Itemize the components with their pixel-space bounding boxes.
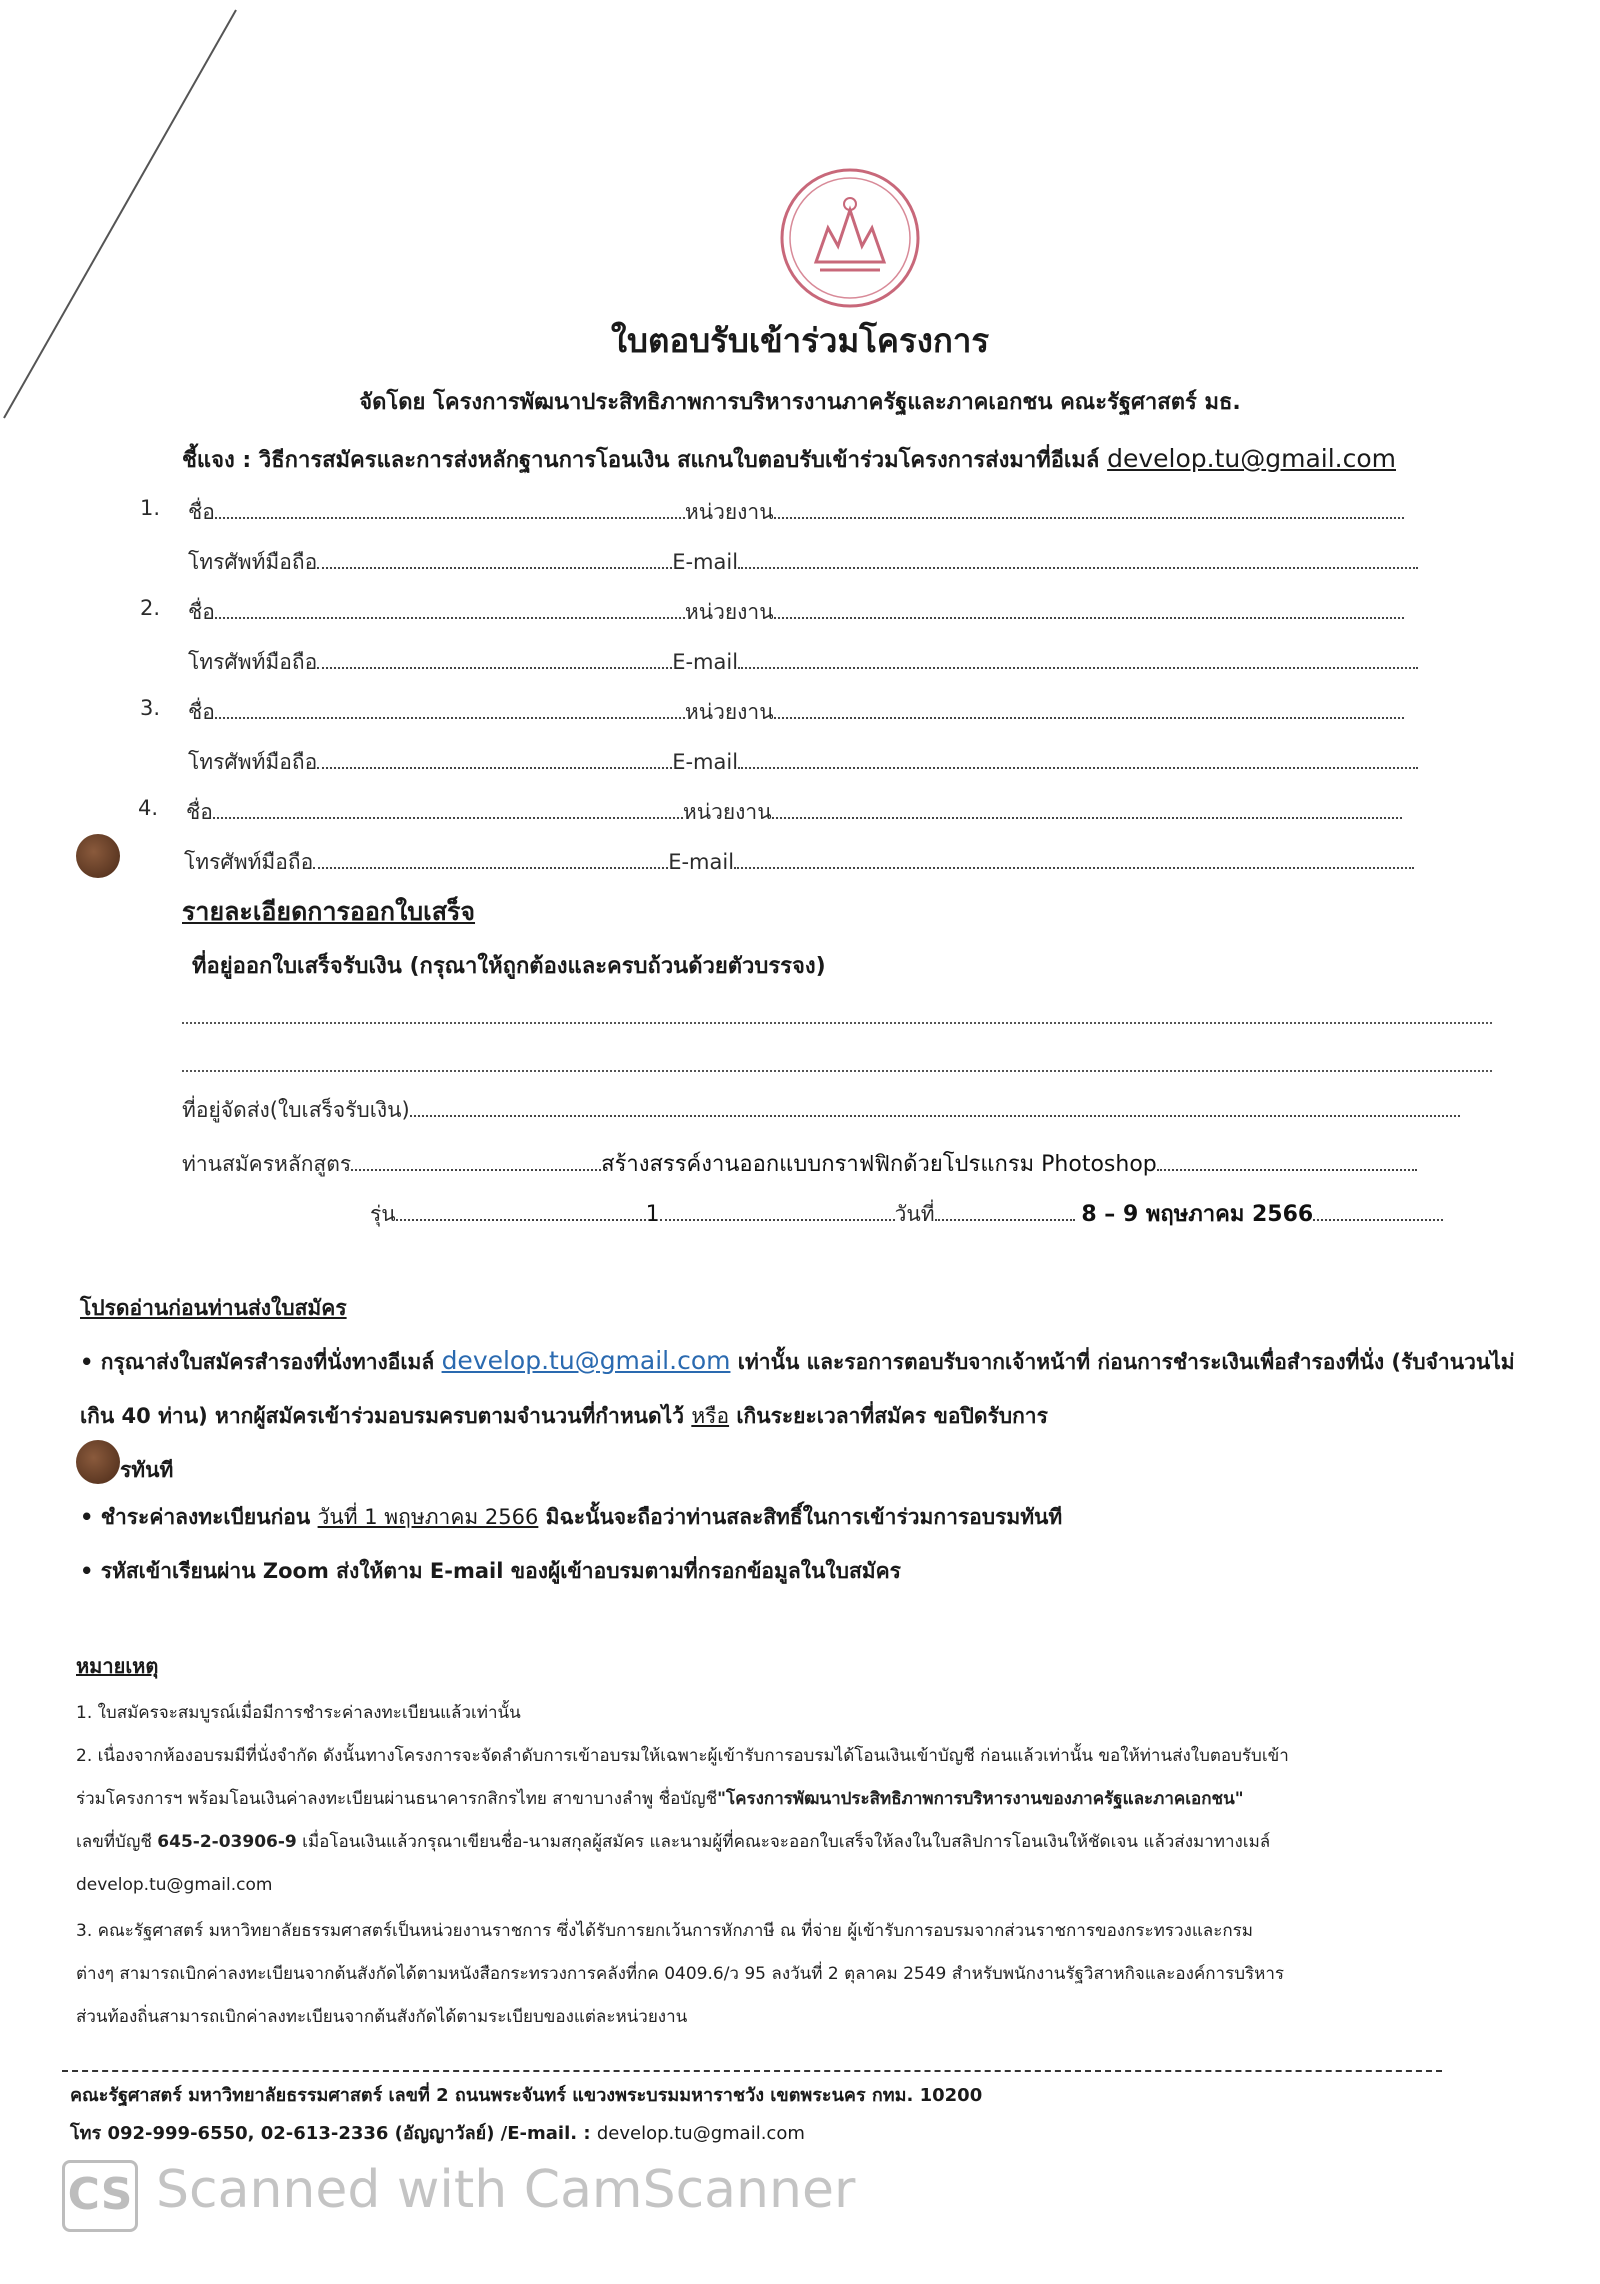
remark-1: 1. ใบสมัครจะสมบูรณ์เมื่อมีการชำระค่าลงทะเบียนแล้วเท่านั้น <box>76 1703 521 1723</box>
email-label: E-mail <box>672 750 739 774</box>
participant-1-name-row <box>140 496 1404 529</box>
unit-label: หน่วยงาน <box>682 800 772 824</box>
participant-number: 3. <box>140 696 161 720</box>
remark-3-line-1: 3. คณะรัฐศาสตร์ มหาวิทยาลัยธรรมศาสตร์เป็นหน่วยงานราชการ ซึ่งได้รับการยกเว้นการหักภาษี ณ ที่จ่าย ผู้เข้ารับการอบรมจากส่วนราชการของกระทรวงและกรม <box>76 1921 1253 1941</box>
unit-label: หน่วยงาน <box>684 500 774 524</box>
faculty-seal <box>778 166 922 310</box>
phone-label: โทรศัพท์มือถือ <box>188 650 318 674</box>
unit-field[interactable] <box>774 697 1404 719</box>
remark-3-line-2: ต่างๆ สามารถเบิกค่าลงทะเบียนจากต้นสังกัดได้ตามหนังสือกระทรวงการคลังที่กค 0409.6/ว 95 ลงวันที่ 2 ตุลาคม 2549 สำหรับพนักงานรัฐวิสาหกิจและองค์การบริหาร <box>76 1964 1285 1984</box>
receipt-address-title: ที่อยู่ออกใบเสร็จรับเงิน (กรุณาให้ถูกต้องและครบถ้วนด้วยตัวบรรจง) <box>192 954 826 979</box>
notice-b1-text-4: รทันที <box>120 1458 174 1482</box>
notice-title: โปรดอ่านก่อนท่านส่งใบสมัคร <box>80 1296 347 1320</box>
remark-2-account-name: "โครงการพัฒนาประสิทธิภาพการบริหารงานของภาครัฐและภาคเอกชน" <box>717 1789 1244 1809</box>
camscanner-logo-icon: CS <box>62 2160 138 2232</box>
footer-divider <box>62 2070 1442 2072</box>
name-field[interactable] <box>215 697 685 719</box>
instruction-text: ชี้แจง : วิธีการสมัครและการส่งหลักฐานการโอนเงิน สแกนใบตอบรับเข้าร่วมโครงการส่งมาที่อีเมล์ <box>182 448 1100 473</box>
footer-email-link[interactable]: develop.tu@gmail.com <box>596 2123 805 2144</box>
participant-2-name-row <box>140 596 1404 629</box>
course-row <box>182 1146 1417 1181</box>
participant-4-name-row <box>138 796 1402 829</box>
phone-field[interactable] <box>313 847 668 869</box>
email-field[interactable] <box>738 647 1418 669</box>
notice-bullet-1 <box>80 1334 1520 1497</box>
instruction-line <box>182 442 1396 477</box>
remark-2-line-2 <box>76 1778 1516 1821</box>
receipt-section-title: รายละเอียดการออกใบเสร็จ <box>182 897 476 926</box>
notice-b1-text-2: เท่านั้น และรอการตอบรับจากเจ้าหน้าที่ ก่อนการชำระเงินเพื่อสำรองที่นั่ง (รับจำนวนไม่เกิน 40 ท่าน) หากผู้สมัครเข้าร่วมอบรมครบตามจำนวนที่กำหนดไว้ <box>80 1350 1515 1428</box>
name-label: ชื่อ <box>188 700 215 724</box>
phone-label: โทรศัพท์มือถือ <box>188 550 318 574</box>
email-label: E-mail <box>672 550 739 574</box>
name-field[interactable] <box>215 597 685 619</box>
footer-contact <box>70 2118 805 2147</box>
date-label: วันที่ <box>894 1202 935 1226</box>
date-field-tail <box>1313 1199 1443 1221</box>
name-field[interactable] <box>213 797 683 819</box>
phone-field[interactable] <box>317 647 672 669</box>
hole-punch <box>76 834 120 878</box>
name-field[interactable] <box>215 497 685 519</box>
date-field-lead <box>935 1199 1075 1221</box>
notice-b1-text: • กรุณาส่งใบสมัครสำรองที่นั่งทางอีเมล์ <box>80 1350 435 1374</box>
footer-address: คณะรัฐศาสตร์ มหาวิทยาลัยธรรมศาสตร์ เลขที่ 2 ถนนพระจันทร์ แขวงพระบรมมหาราชวัง เขตพระนคร กทม. 10200 <box>70 2085 983 2106</box>
unit-field[interactable] <box>772 797 1402 819</box>
name-label: ชื่อ <box>188 500 215 524</box>
remark-3-line-3: ส่วนท้องถิ่นสามารถเบิกค่าลงทะเบียนจากต้นสังกัดได้ตามระเบียบของแต่ละหน่วยงาน <box>76 2007 688 2027</box>
notice-b2-text: • ชำระค่าลงทะเบียนก่อน <box>80 1505 311 1529</box>
receipt-address-field[interactable] <box>182 1070 1492 1072</box>
phone-field[interactable] <box>317 547 672 569</box>
course-label: ท่านสมัครหลักสูตร <box>182 1152 352 1176</box>
phone-label: โทรศัพท์มือถือ <box>188 750 318 774</box>
mailing-address-field[interactable] <box>410 1095 1460 1117</box>
phone-label: โทรศัพท์มือถือ <box>184 850 314 874</box>
email-field[interactable] <box>738 547 1418 569</box>
mailing-address-label: ที่อยู่จัดส่ง(ใบเสร็จรับเงิน) <box>182 1098 410 1122</box>
remark-2-account-number: 645-2-03906-9 <box>157 1832 297 1852</box>
date-value[interactable]: 8 – 9 พฤษภาคม 2566 <box>1081 1202 1314 1227</box>
remarks-title: หมายเหตุ <box>76 1654 159 1678</box>
notice-bullet-3: • รหัสเข้าเรียนผ่าน Zoom ส่งให้ตาม E-mail ของผู้เข้าอบรมตามที่กรอกข้อมูลในใบสมัคร <box>80 1559 901 1583</box>
batch-label: รุ่น <box>370 1202 396 1226</box>
batch-field-lead <box>396 1199 646 1221</box>
participant-number: 2. <box>140 596 161 620</box>
unit-field[interactable] <box>774 497 1404 519</box>
phone-field[interactable] <box>317 747 672 769</box>
mailing-address-row <box>182 1094 1460 1127</box>
notice-b1-text-3: เกินระยะเวลาที่สมัคร ขอปิดรับการ <box>736 1404 1048 1428</box>
footer-contact-text: โทร 092-999-6550, 02-613-2336 (อัญญาวัลย์) /E-mail. : <box>70 2123 591 2144</box>
remark-2-text-2: เมื่อโอนเงินแล้วกรุณาเขียนชื่อ-นามสกุลผู้สมัคร และนามผู้ที่คณะจะออกใบเสร็จให้ลงในใบสลิปการโอนเงินให้ชัดเจน แล้วส่งมาทางเมล์ <box>302 1832 1271 1852</box>
notice-b2-text-2: มิฉะนั้นจะถือว่าท่านสละสิทธิ์ในการเข้าร่วมการอบรมทันที <box>545 1505 1063 1529</box>
unit-label: หน่วยงาน <box>684 700 774 724</box>
organizer-line: จัดโดย โครงการพัฒนาประสิทธิภาพการบริหารงานภาครัฐและภาคเอกชน คณะรัฐศาสตร์ มธ. <box>359 390 1241 415</box>
unit-field[interactable] <box>774 597 1404 619</box>
email-field[interactable] <box>734 847 1414 869</box>
course-value[interactable]: สร้างสรรค์งานออกแบบกราฟฟิกด้วยโปรแกรม Photoshop <box>601 1152 1157 1177</box>
notice-b2-date: วันที่ 1 พฤษภาคม 2566 <box>317 1505 539 1529</box>
email-field[interactable] <box>738 747 1418 769</box>
instruction-email-link[interactable]: develop.tu@gmail.com <box>1107 444 1396 473</box>
name-label: ชื่อ <box>188 600 215 624</box>
remark-2-text: เลขที่บัญชี <box>76 1832 152 1852</box>
participant-2-contact-row <box>188 646 1418 679</box>
remark-2-email[interactable]: develop.tu@gmail.com <box>76 1875 273 1895</box>
course-field-tail <box>1157 1149 1417 1171</box>
participant-4-contact-row <box>184 846 1414 879</box>
batch-date-row <box>370 1196 1443 1231</box>
notice-email-link[interactable]: develop.tu@gmail.com <box>441 1346 731 1375</box>
batch-value[interactable]: 1 <box>645 1202 660 1227</box>
course-field-lead <box>351 1149 601 1171</box>
participant-3-contact-row <box>188 746 1418 779</box>
participant-3-name-row <box>140 696 1404 729</box>
participant-number: 1. <box>140 496 161 520</box>
batch-field-tail <box>660 1199 895 1221</box>
unit-label: หน่วยงาน <box>684 600 774 624</box>
form-title: ใบตอบรับเข้าร่วมโครงการ <box>610 321 990 360</box>
remark-2-text: ร่วมโครงการฯ พร้อมโอนเงินค่าลงทะเบียนผ่านธนาคารกสิกรไทย สาขาบางลำพู ชื่อบัญชี <box>76 1789 718 1809</box>
notice-bullet-2 <box>80 1490 1520 1544</box>
remark-2-line-3 <box>76 1821 1516 1864</box>
email-label: E-mail <box>668 850 735 874</box>
email-label: E-mail <box>672 650 739 674</box>
participant-number: 4. <box>138 796 159 820</box>
camscanner-watermark: Scanned with CamScanner <box>156 2160 856 2220</box>
remark-2-line-1: 2. เนื่องจากห้องอบรมมีที่นั่งจำกัด ดังนั้นทางโครงการจะจัดลำดับการเข้าอบรมให้เฉพาะผู้เข้ารับการอบรมได้โอนเงินเข้าบัญชี ก่อนแล้วเท่านั้น ขอให้ท่านส่งใบตอบรับเข้า <box>76 1746 1289 1766</box>
receipt-address-field[interactable] <box>182 1022 1492 1024</box>
notice-b1-or: หรือ <box>691 1404 730 1428</box>
participant-1-contact-row <box>188 546 1418 579</box>
name-label: ชื่อ <box>186 800 213 824</box>
